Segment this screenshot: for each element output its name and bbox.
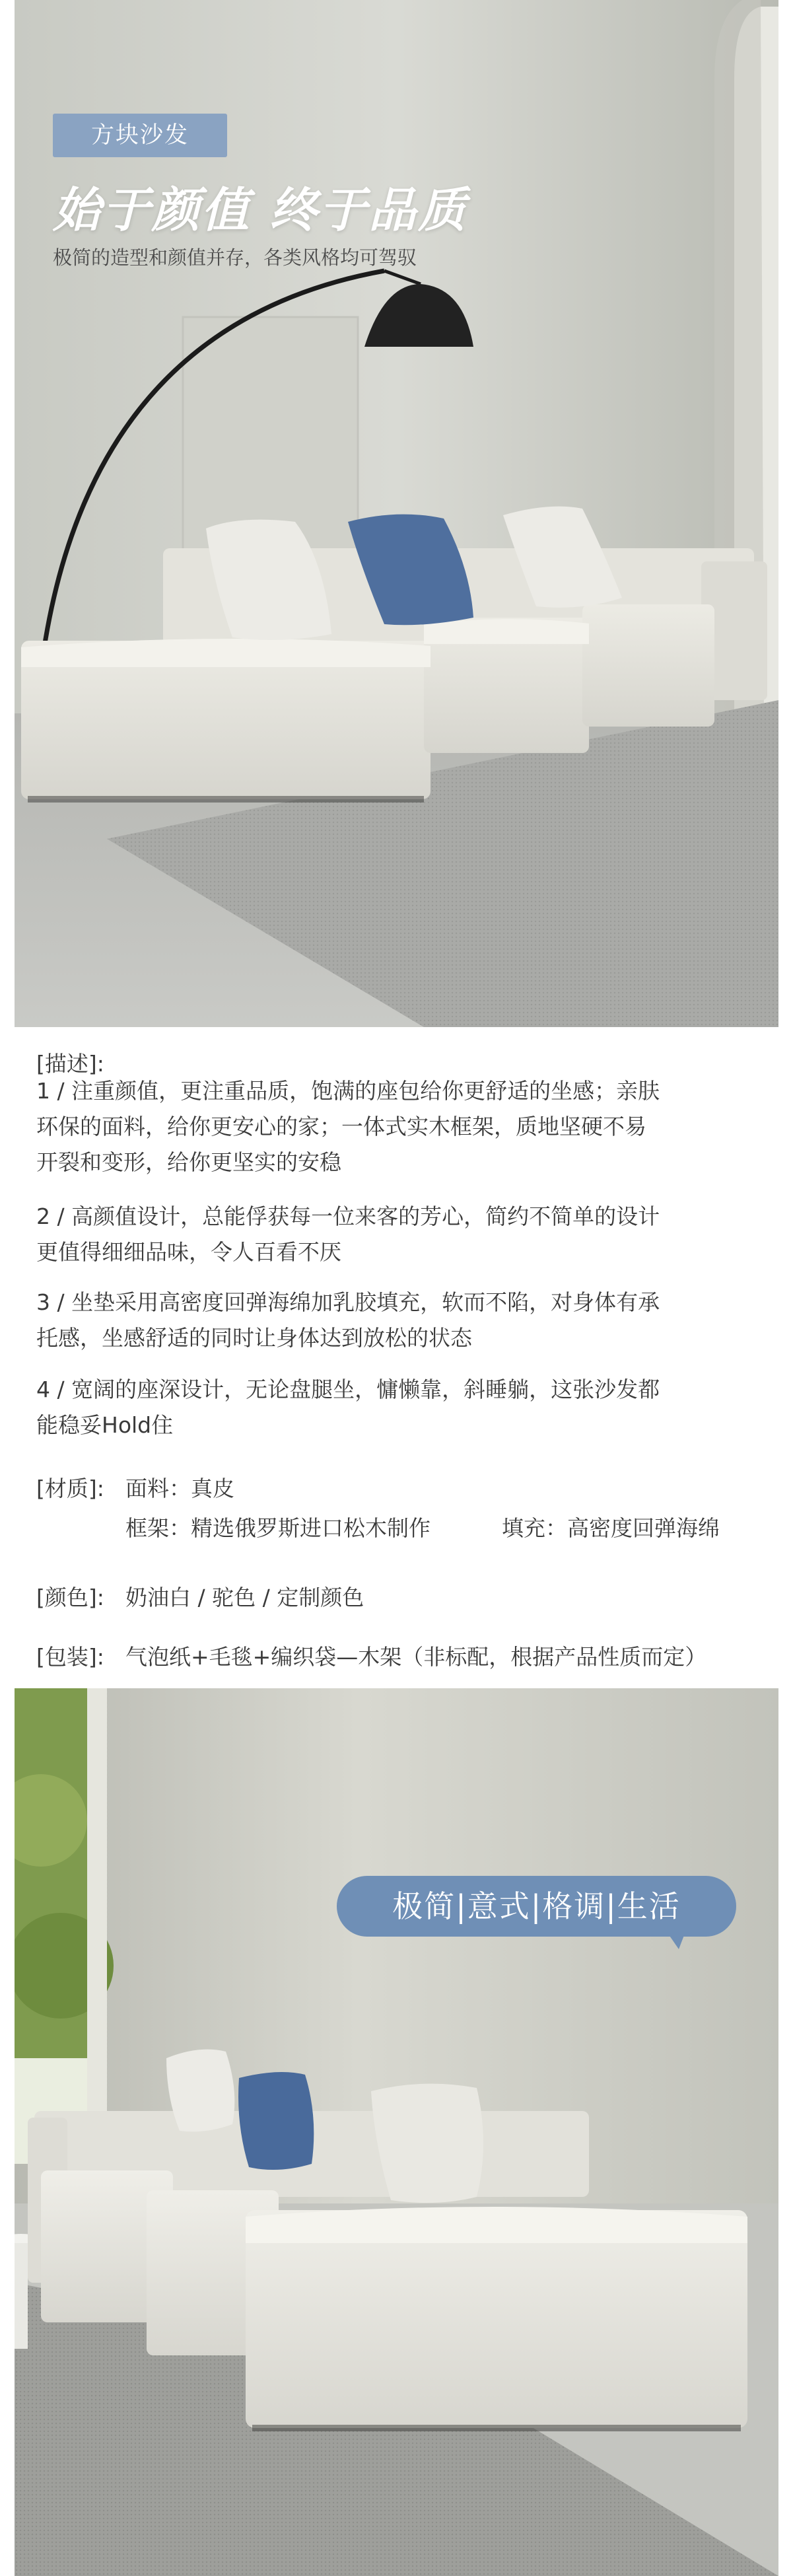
- description-item-4: [36, 1372, 769, 1443]
- description-line: 能稳妥Hold住: [36, 1412, 174, 1438]
- sofa-room-illustration: [15, 1688, 778, 2576]
- material-fabric: 面料：真皮: [125, 1476, 234, 1501]
- style-bubble: 极简|意式|格调|生活: [337, 1876, 736, 1937]
- description-line: 3 / 坐垫采用高密度回弹海绵加乳胶填充，软而不陷，对身体有承: [36, 1289, 660, 1315]
- description-item-1: [36, 1073, 769, 1180]
- description-line: 1 / 注重颜值，更注重品质，饱满的座包给你更舒适的坐感；亲肤: [36, 1078, 660, 1104]
- hero-subline: 极简的造型和颜值并存，各类风格均可驾驭: [53, 246, 417, 269]
- description-line: 环保的面料，给你更安心的家；一体式实木框架，质地坚硬不易: [36, 1114, 646, 1139]
- description-item-3: [36, 1285, 769, 1356]
- material-label: [材质]:: [36, 1476, 104, 1501]
- color-label: [颜色]:: [36, 1585, 104, 1610]
- description-heading: [描述]:: [36, 1051, 104, 1077]
- material-frame: 框架：精选俄罗斯进口松木制作: [125, 1515, 431, 1541]
- packing-value: 气泡纸+毛毯+编织袋—木架（非标配，根据产品性质而定）: [125, 1644, 707, 1670]
- hero-headline: 始于颜值 终于品质: [53, 182, 468, 238]
- packing-label: [包装]:: [36, 1644, 104, 1670]
- description-line: 开裂和变形，给你更坚实的安稳: [36, 1149, 341, 1175]
- description-line: 4 / 宽阔的座深设计，无论盘腿坐，慵懒靠，斜睡躺，这张沙发都: [36, 1377, 660, 1402]
- sofa-photo-2: [15, 1688, 778, 2576]
- description-item-2: [36, 1199, 769, 1270]
- description-line: 托感，坐感舒适的同时让身体达到放松的状态: [36, 1325, 472, 1351]
- description-line: 更值得细细品味，令人百看不厌: [36, 1239, 341, 1265]
- hero-tag: 方块沙发: [53, 114, 227, 157]
- bubble-tail: [667, 1932, 685, 1949]
- description-line: 2 / 高颜值设计，总能俘获每一位来客的芳心，简约不简单的设计: [36, 1203, 660, 1229]
- material-filling: 填充：高密度回弹海绵: [502, 1515, 720, 1541]
- color-value: 奶油白 / 驼色 / 定制颜色: [125, 1585, 364, 1610]
